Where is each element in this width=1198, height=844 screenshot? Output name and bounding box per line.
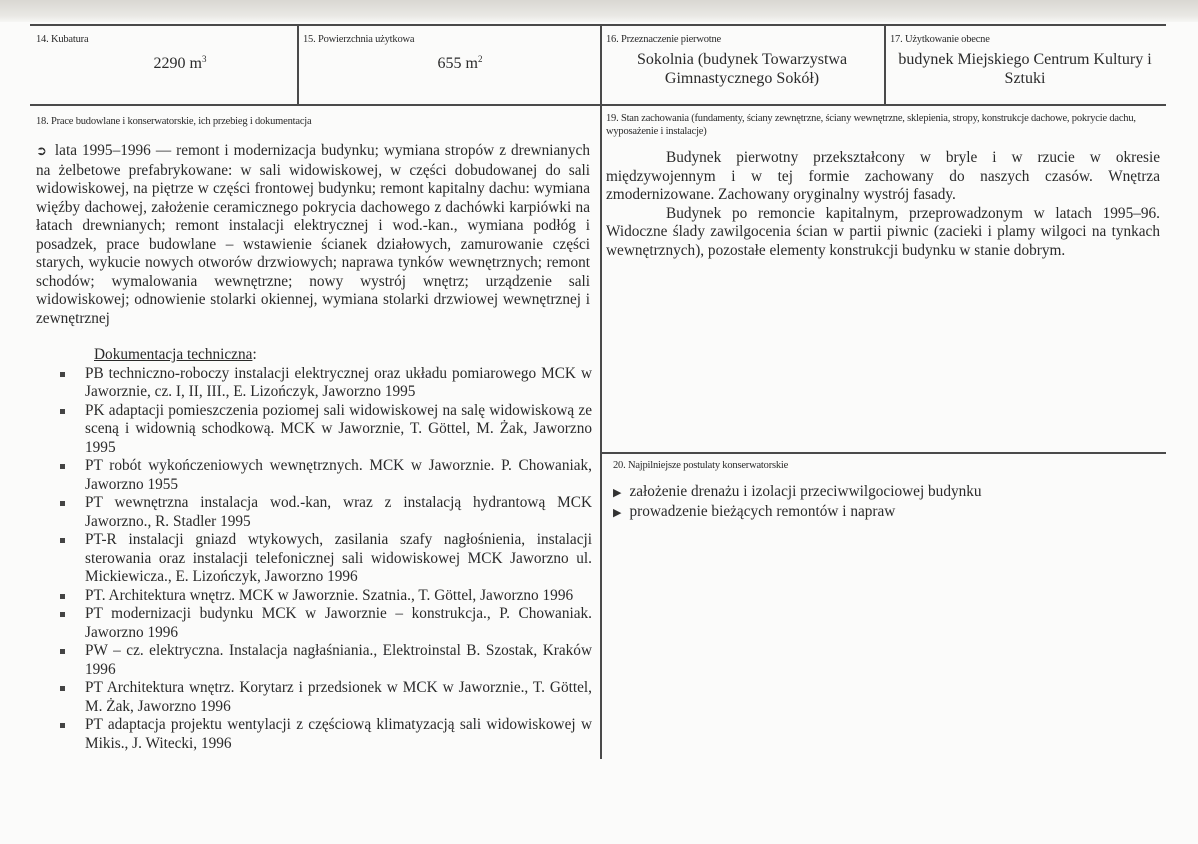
field-postulaty bbox=[613, 459, 1161, 522]
condition-paragraph: Budynek pierwotny przekształcony w bryle i w rzucie w okresie międzywojennym i w tej formie zachowany do naszych czasów. Wnętrza zmodernizowane. Zachowany oryginalny wystrój fasady. bbox=[606, 149, 1160, 203]
value-number: 2290 m bbox=[153, 55, 202, 72]
scan-shadow-top bbox=[0, 0, 1198, 22]
field-przeznaczenie-pierwotne bbox=[606, 33, 878, 88]
condition-paragraph: Budynek po remoncie kapitalnym, przeprowadzonym w latach 1995–96. Widoczne ślady zawilgocenia ścian w partii piwnic (zacieki i plamy wilgoci na tynkach wewnętrznych), pozostałe elementy konstrukcji budynku w stanie dobrym. bbox=[606, 204, 1160, 259]
triangle-right-bullet-icon: ▶ bbox=[613, 506, 622, 519]
rule-row1-bottom bbox=[30, 104, 1166, 106]
value-exponent: 3 bbox=[201, 54, 207, 64]
works-text: lata 1995–1996 — remont i modernizacja budynku; wymiana stropów z drewnianych na żelbetowe prefabrykowane: w sali widowiskowej, w części dobudowanej do sali widowiskowej, na piętrze w części frontowej budynku; remont kapitalny dachu: wymiana więźby dachowej, założenie ceramicznego pokrycia dachowego z dachówki karpiówki na łatach drewnianych; remont instalacji elektrycznej i wod.-kan., wymiana podłóg i posadzek, prace budowlane – wstawienie ścianek działowych, zamurowanie części starych, wykucie nowych otworów drzwiowych; naprawa tynków wewnętrznych; remont schodów; wymalowania wewnętrzne; nowy wystrój wnętrz; urządzenie sali widowiskowej; odnowienie stolarki okiennej, wymiana stolarki drzwiowej wewnętrznej i zewnętrznej bbox=[36, 142, 590, 327]
field-label: 18. Prace budowlane i konserwatorskie, ich przebieg i dokumentacja bbox=[36, 116, 312, 127]
field-stan-zachowania bbox=[606, 112, 1160, 260]
documentation-item: PT-R instalacji gniazd wtykowych, zasilania szafy nagłośnienia, instalacji sterowania oraz instalacji telefonicznej sali widowiskowej MCK Jaworzno ul. Mickiewicza., E. Lizończyk, Jaworzno 1996 bbox=[56, 531, 592, 587]
field-value bbox=[303, 54, 597, 73]
documentation-item: PT adaptacja projektu wentylacji z częściową klimatyzacją sali widowiskowej w Mikis., J. Witecki, 1996 bbox=[56, 716, 592, 753]
documentation-section bbox=[36, 346, 592, 365]
field-label: 20. Najpilniejsze postulaty konserwatorskie bbox=[613, 460, 789, 471]
field-powierzchnia bbox=[303, 33, 597, 73]
documentation-item: PT modernizacji budynku MCK w Jaworznie – konstrukcja., P. Chowaniak. Jaworzno 1996 bbox=[56, 605, 592, 642]
divider-center bbox=[600, 24, 602, 759]
documentation-item: PB techniczno-roboczy instalacji elektrycznej oraz układu pomiarowego MCK w Jaworznie, cz. I, II, III., E. Lizończyk, Jaworzno 1995 bbox=[56, 365, 592, 402]
documentation-item: PT. Architektura wnętrz. MCK w Jaworznie. Szatnia., T. Göttel, Jaworzno 1996 bbox=[56, 587, 592, 606]
postulate-text: założenie drenażu i izolacji przeciwwilgociowej budynku bbox=[629, 483, 982, 500]
rule-top bbox=[30, 24, 1166, 26]
field-label: 19. Stan zachowania (fundamenty, ściany zewnętrzne, ściany wewnętrzne, sklepienia, stropy, konstrukcje dachowe, pokrycie dachu, wyposażenie i instalacje) bbox=[606, 113, 1136, 137]
postulates-list bbox=[613, 482, 1161, 522]
field-kubatura bbox=[36, 33, 294, 73]
triangle-right-bullet-icon: ▶ bbox=[613, 486, 622, 499]
documentation-list bbox=[36, 365, 592, 754]
divider-14-15 bbox=[297, 24, 299, 105]
postulate-item bbox=[613, 482, 1161, 502]
postulate-item bbox=[613, 502, 1161, 522]
field-value: Sokolnia (budynek Towarzystwa Gimnastycznego Sokół) bbox=[636, 51, 848, 87]
value-number: 655 m bbox=[437, 55, 478, 72]
field-uzytkowanie-obecne bbox=[890, 33, 1160, 88]
documentation-item: PT robót wykończeniowych wewnętrznych. MCK w Jaworznie. P. Chowaniak, Jaworzno 1955 bbox=[56, 457, 592, 494]
documentation-item: PW – cz. elektryczna. Instalacja nagłaśniania., Elektroinstal B. Szostak, Kraków 1996 bbox=[56, 642, 592, 679]
field-label: 17. Użytkowanie obecne bbox=[890, 34, 990, 45]
field-label: 14. Kubatura bbox=[36, 34, 89, 45]
divider-16-17 bbox=[884, 24, 886, 105]
works-description bbox=[36, 142, 592, 328]
value-exponent: 2 bbox=[477, 54, 483, 64]
rule-f19-f20 bbox=[600, 452, 1166, 454]
documentation-item: PT Architektura wnętrz. Korytarz i przedsionek w MCK w Jaworznie., T. Göttel, M. Żak, Jaworzno 1996 bbox=[56, 679, 592, 716]
documentation-heading: Dokumentacja techniczna bbox=[94, 346, 253, 363]
field-label: 16. Przeznaczenie pierwotne bbox=[606, 34, 721, 45]
field-value bbox=[36, 54, 294, 73]
documentation-item: PT wewnętrzna instalacja wod.-kan, wraz z instalacją hydrantową MCK Jaworzno., R. Stadler 1995 bbox=[56, 494, 592, 531]
field-prace-budowlane bbox=[36, 115, 592, 753]
field-label: 15. Powierzchnia użytkowa bbox=[303, 34, 415, 45]
arrow-circle-bullet-icon: ➲ bbox=[36, 144, 47, 159]
field-value: budynek Miejskiego Centrum Kultury i Sztuki bbox=[898, 51, 1152, 87]
postulate-text: prowadzenie bieżących remontów i napraw bbox=[629, 503, 896, 520]
documentation-item: PK adaptacji pomieszczenia poziomej sali widowiskowej na salę widowiskową ze sceną i widownią schodkową. MCK w Jaworznie, T. Göttel, M. Żak, Jaworzno 1995 bbox=[56, 402, 592, 458]
documentation-heading-colon: : bbox=[252, 346, 257, 363]
